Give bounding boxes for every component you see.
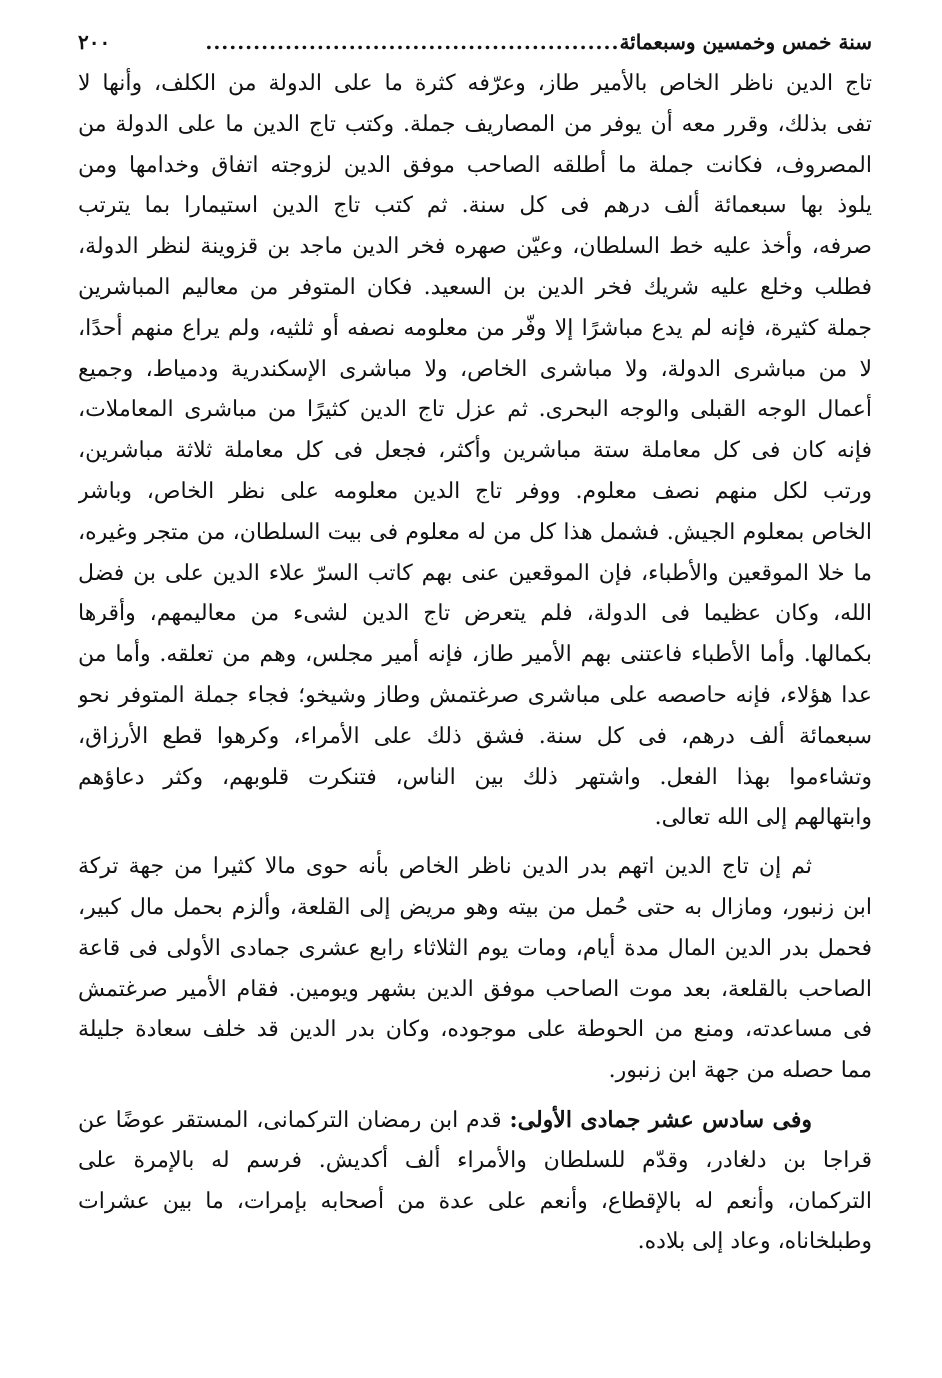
text-line: فى مساعدته، ومنع من الحوطة على موجوده، وكان بدر الدين قد خلف سعادة جليلة <box>78 1017 872 1043</box>
text-line <box>78 1100 872 1141</box>
paragraph-3 <box>78 1100 872 1263</box>
text-line: ابن زنبور، ومازال به حتى حُمل من بيته وهو مريض إلى القلعة، وألزم بحمل مال كبير، <box>78 894 872 920</box>
text-line: المصروف، فكانت جملة ما أطلقه الصاحب موفق الدين لزوجته اتفاق وخدامها ومن <box>78 152 872 178</box>
event-date-heading: وفى سادس عشر جمادى الأولى: <box>509 1106 812 1133</box>
page-number: ٢٠٠ <box>78 30 111 54</box>
text-line: الله، وكان عظيما فى الدولة، فلم يتعرض تاج الدين لشىء من معاليمهم، وأقرها <box>78 601 872 627</box>
text-line: جملة كثيرة، فإنه لم يدع مباشرًا إلا وفّر من معلومه نصفه أو ثلثيه، ولم يراع منهم أحدًا، <box>78 315 872 341</box>
text-line: ما خلا الموقعين والأطباء، فإن الموقعين عنى بهم كاتب السرّ علاء الدين على بن فضل <box>78 560 872 586</box>
text-line: مما حصله من جهة ابن زنبور. <box>608 1058 872 1084</box>
text-line: فإنه كان فى كل معاملة ستة مباشرين وأكثر، فجعل فى كل معاملة ثلاثة مباشرين، <box>78 438 872 464</box>
text-line: وابتهالهم إلى الله تعالى. <box>654 805 872 831</box>
running-title: سنة خمس وخمسين وسبعمائة <box>619 30 872 54</box>
text-line: قراجا بن دلغادر، وقدّم للسلطان والأمراء ألف أكديش. فرسم له بالإمرة على <box>78 1147 872 1173</box>
text-line: فطلب وخلع عليه شريك فخر الدين بن السعيد. فكان المتوفر من معاليم المباشرين <box>78 274 872 300</box>
text-line: أعمال الوجه القبلى والوجه البحرى. ثم عزل تاج الدين كثيرًا من مباشرى المعاملات، <box>78 397 872 423</box>
text-line: وطبلخاناه، وعاد إلى بلاده. <box>637 1229 872 1255</box>
text-line: بكمالها. وأما الأطباء فاعتنى بهم الأمير طاز، فإنه أمير مجلس، وهم من تعلقه. وأما من <box>78 642 872 668</box>
text-line-rest: قدم ابن رمضان التركمانى، المستقر عوضًا عن <box>78 1107 510 1133</box>
text-line: وتشاءموا بهذا الفعل. واشتهر ذلك بين الناس، فتنكرت قلوبهم، وكثر دعاؤهم <box>78 764 872 790</box>
book-page <box>78 30 872 1263</box>
text-line: التركمان، وأنعم له بالإقطاع، وأنعم على عدة من أصحابه بإمرات، ما بين عشرات <box>78 1188 872 1214</box>
header-dots: .................................................... <box>205 30 620 54</box>
text-line: يلوذ بها سبعمائة ألف درهم فى كل سنة. ثم كتب تاج الدين استيمارا بما يترتب <box>78 193 872 219</box>
text-line: لا من مباشرى الدولة، ولا مباشرى الخاص، ولا مباشرى الإسكندرية ودمياط، وجميع <box>78 356 872 382</box>
text-line: ثم إن تاج الدين اتهم بدر الدين ناظر الخاص بأنه حوى مالا كثيرا من جهة تركة <box>78 854 812 880</box>
text-line: عدا هؤلاء، فإنه حاصصه على مباشرى صرغتمش وطاز وشيخو؛ فجاء جملة المتوفر نحو <box>78 682 872 708</box>
paragraph-2 <box>78 847 872 1092</box>
text-line: الصاحب بالقلعة، بعد موت الصاحب موفق الدين بشهر ويومين. فقام الأمير صرغتمش <box>78 976 872 1002</box>
paragraph-1 <box>78 64 872 839</box>
running-header <box>78 30 872 64</box>
text-line: صرفه، وأخذ عليه خط السلطان، وعيّن صهره فخر الدين ماجد بن قزوينة لنظر الدولة، <box>78 234 872 260</box>
text-line: سبعمائة ألف درهم، فى كل سنة. فشق ذلك على الأمراء، وكرهوا قطع الأرزاق، <box>78 723 872 749</box>
text-line: ورتب لكل منهم نصف معلوم. ووفر تاج الدين معلومه على نظر الخاص، وباشر <box>78 478 872 504</box>
text-line: الخاص بمعلوم الجيش. فشمل هذا كل من له معلوم فى بيت السلطان، من متجر وغيره، <box>78 519 872 545</box>
text-line: فحمل بدر الدين المال مدة أيام، ومات يوم الثلاثاء رابع عشرى جمادى الأولى فى قاعة <box>78 935 872 961</box>
text-line: تاج الدين ناظر الخاص بالأمير طاز، وعرّفه كثرة ما على الدولة من الكلف، وأنها لا <box>78 71 872 96</box>
text-line: تفى بذلك، وقرر معه أن يوفر من المصاريف جملة. وكتب تاج الدين ما على الدولة من <box>78 111 872 137</box>
